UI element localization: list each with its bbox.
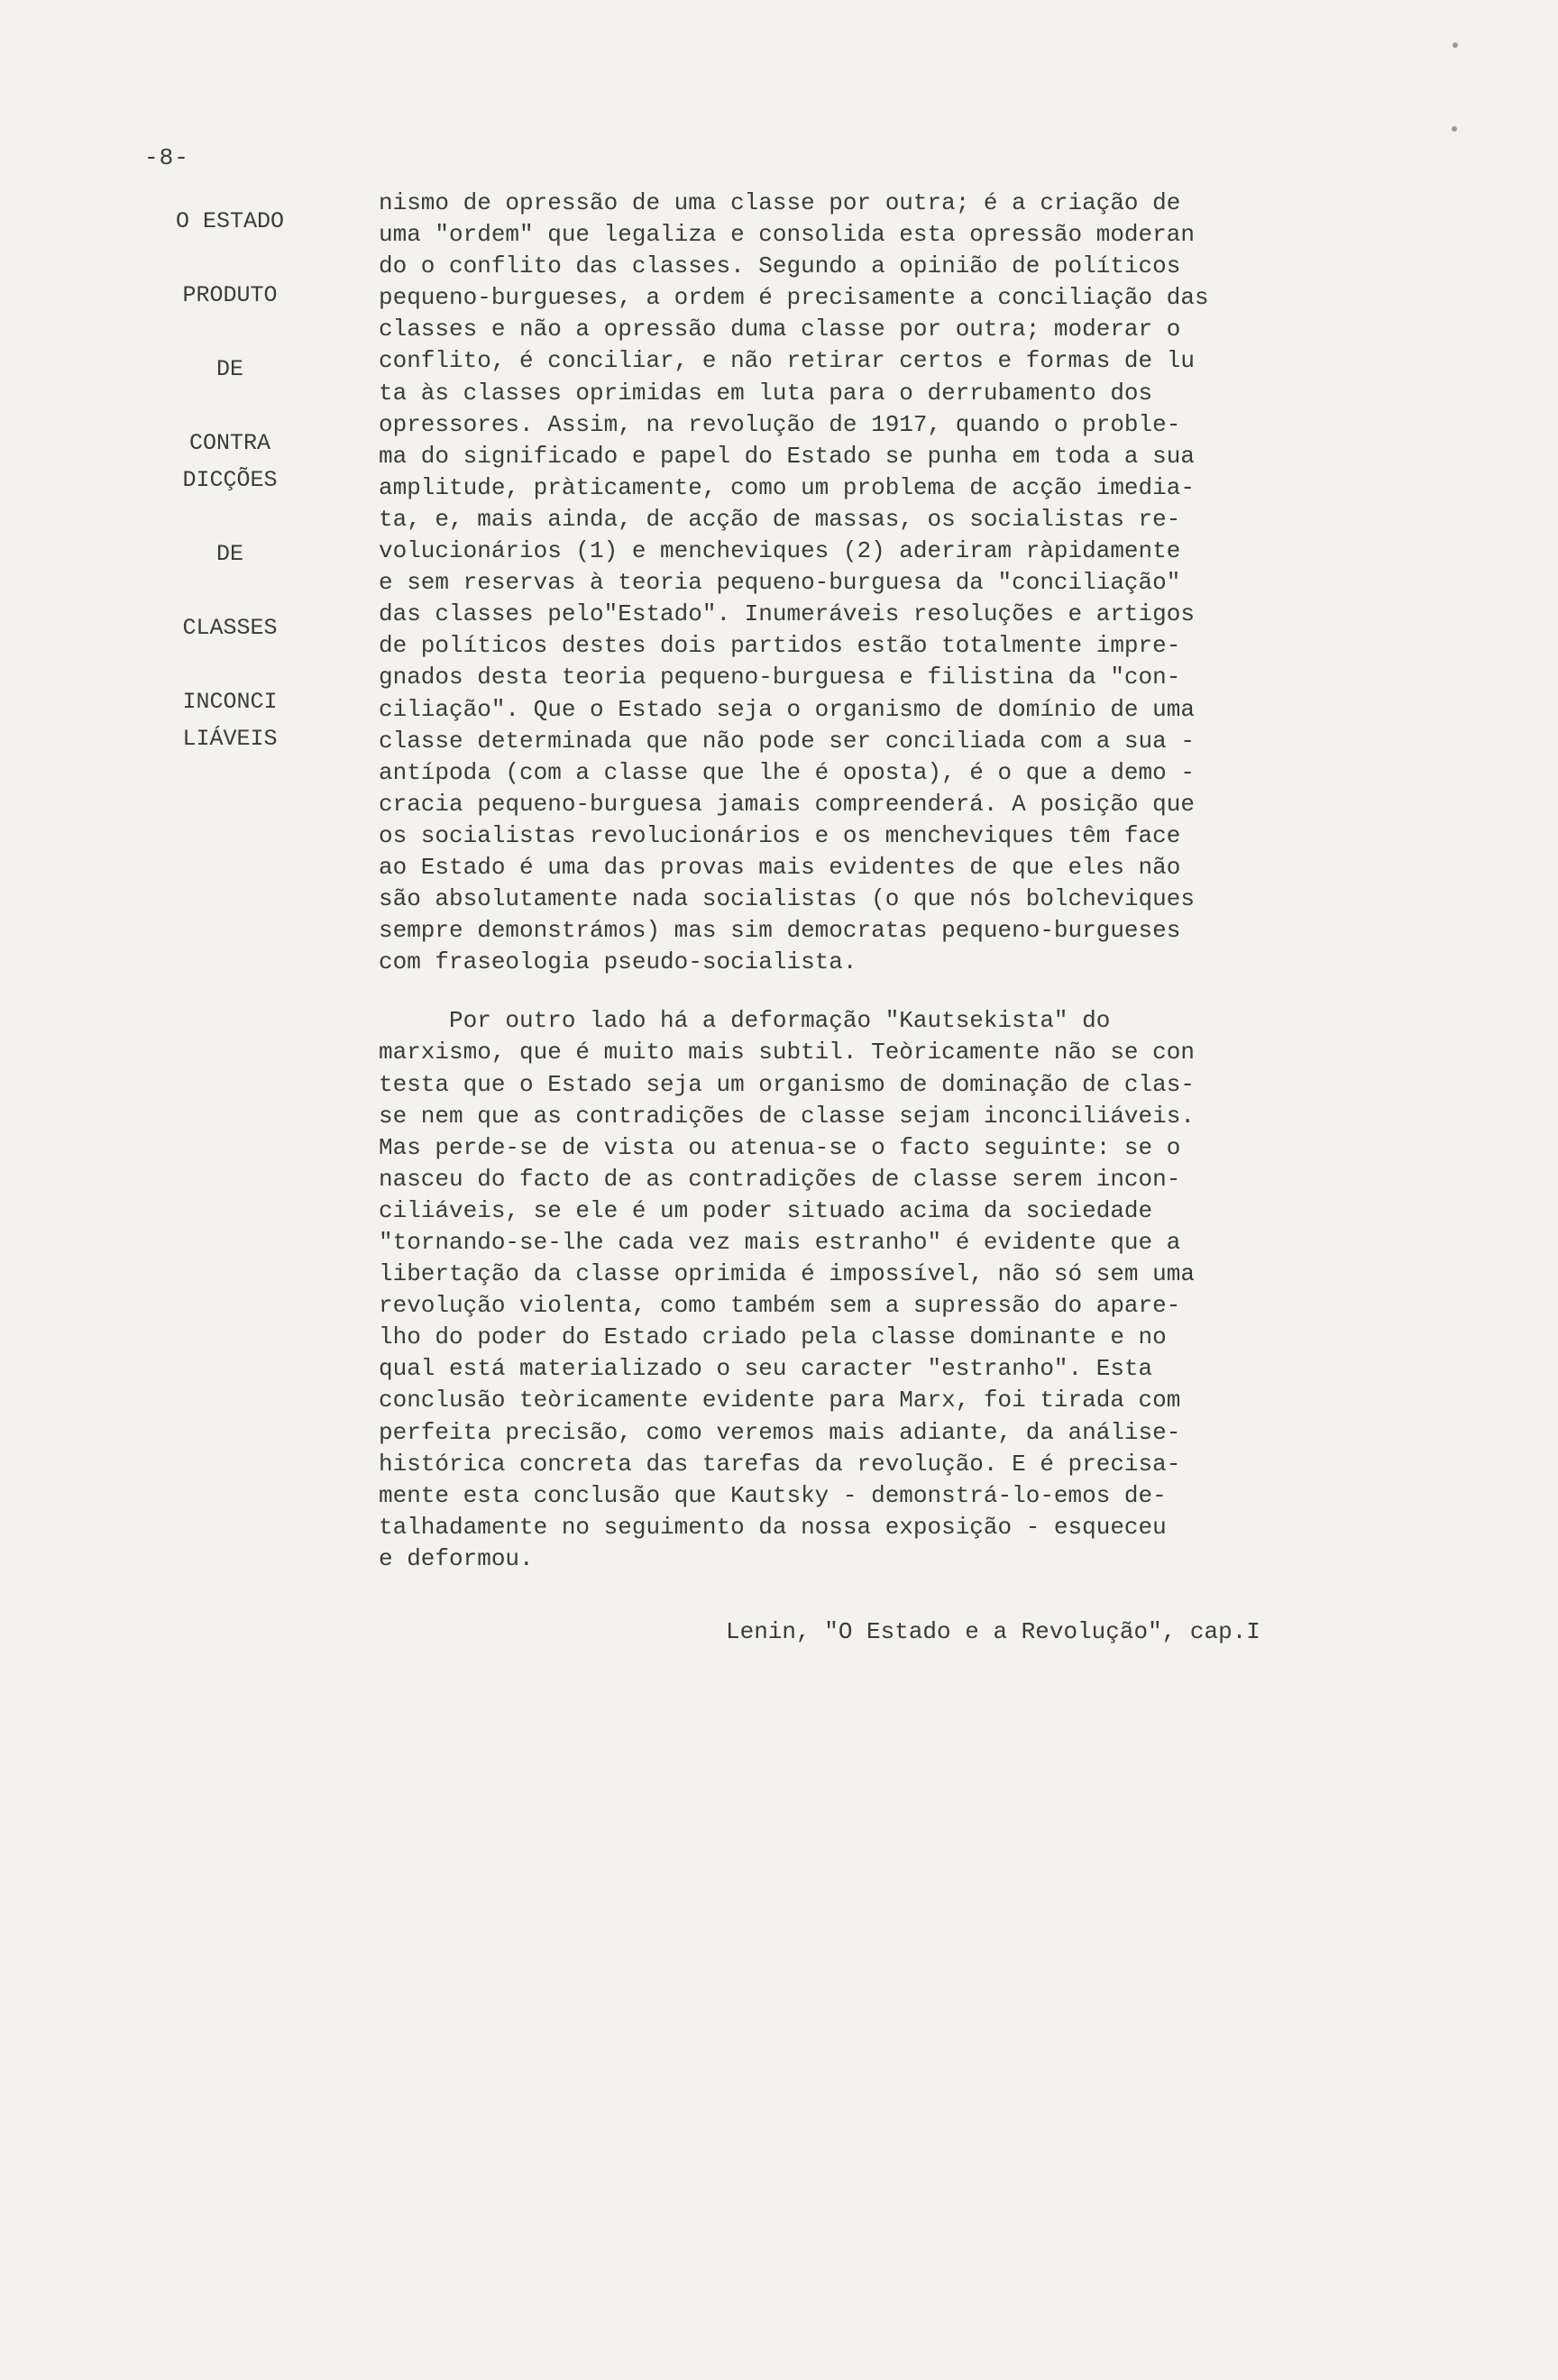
text-line: são absolutamente nada socialistas (o que nós bolcheviques [379, 885, 1195, 913]
text-line: pequeno-burgueses, a ordem é precisamente a conciliação das [379, 284, 1209, 312]
text-line: testa que o Estado seja um organismo de dominação de clas- [379, 1070, 1195, 1098]
heading-line: LIÁVEIS [182, 726, 278, 752]
text-line: Por outro lado há a deformação "Kautsekista" do [379, 1007, 1111, 1035]
text-line: lho do poder do Estado criado pela classe dominante e no [379, 1323, 1167, 1351]
text-line: libertação da classe oprimida é impossível, não só sem uma [379, 1260, 1195, 1288]
text-line: qual está materializado o seu caracter "estranho". Esta [379, 1355, 1153, 1383]
text-line: Mas perde-se de vista ou atenua-se o facto seguinte: se o [379, 1133, 1181, 1161]
paper-speck [1453, 42, 1458, 48]
text-line: histórica concreta das tarefas da revolução. E é precisa- [379, 1450, 1181, 1478]
heading-line: PRODUTO [182, 282, 278, 308]
text-line: os socialistas revolucionários e os mencheviques têm face [379, 821, 1181, 849]
text-line: gnados desta teoria pequeno-burguesa e filistina da "con- [379, 664, 1181, 691]
text-line: nasceu do facto de as contradições de classe serem incon- [379, 1165, 1181, 1193]
heading-line: O ESTADO [175, 208, 285, 234]
text-line: de políticos destes dois partidos estão totalmente impre- [379, 632, 1181, 660]
paper-speck [1452, 126, 1457, 132]
text-line: opressores. Assim, na revolução de 1917, quando o proble- [379, 410, 1181, 438]
heading-line: DICÇÕES [182, 467, 278, 493]
text-line: com fraseologia pseudo-socialista. [379, 948, 857, 976]
text-line: conflito, é conciliar, e não retirar certos e formas de lu [379, 347, 1195, 375]
text-line: nismo de opressão de uma classe por outra; é a criação de [379, 189, 1181, 216]
text-line: se nem que as contradições de classe sejam inconciliáveis. [379, 1102, 1195, 1130]
citation: Lenin, "O Estado e a Revolução", cap.I [726, 1618, 1260, 1645]
text-line: cracia pequeno-burguesa jamais compreenderá. A posição que [379, 790, 1195, 818]
text-line: talhadamente no seguimento da nossa exposição - esqueceu [379, 1513, 1167, 1541]
text-line: classes e não a opressão duma classe por outra; moderar o [379, 316, 1181, 343]
text-line: "tornando-se-lhe cada vez mais estranho" é evidente que a [379, 1229, 1181, 1256]
text-line: revolução violenta, como também sem a supressão do apare- [379, 1292, 1181, 1320]
page-number: -8- [144, 144, 189, 171]
heading-line: DE [215, 541, 243, 567]
heading-line: CLASSES [182, 615, 278, 641]
text-line: classe determinada que não pode ser conciliada com a sua - [379, 727, 1195, 755]
heading-line: INCONCI [182, 689, 278, 715]
heading-line: CONTRA [188, 430, 270, 456]
text-line: ao Estado é uma das provas mais evidentes de que eles não [379, 853, 1181, 881]
text-line: do o conflito das classes. Segundo a opinião de políticos [379, 252, 1181, 280]
text-line: ta, e, mais ainda, de acção de massas, os socialistas re- [379, 505, 1181, 533]
text-line: antípoda (com a classe que lhe é oposta), é o que a demo - [379, 758, 1195, 786]
margin-heading [144, 203, 316, 757]
paragraph-1 [379, 188, 1443, 978]
body-text [379, 188, 1443, 1575]
text-line: conclusão teòricamente evidente para Marx, foi tirada com [379, 1387, 1181, 1414]
text-line: sempre demonstrámos) mas sim democratas pequeno-burgueses [379, 917, 1181, 945]
text-line: ciliação". Que o Estado seja o organismo de domínio de uma [379, 695, 1195, 723]
text-line: ta às classes oprimidas em luta para o derrubamento dos [379, 379, 1153, 407]
text-line: volucionários (1) e mencheviques (2) aderiram ràpidamente [379, 537, 1181, 565]
text-line: ma do significado e papel do Estado se punha em toda a sua [379, 442, 1195, 470]
heading-line: DE [215, 356, 243, 382]
text-line: uma "ordem" que legaliza e consolida esta opressão moderan [379, 221, 1195, 249]
text-line: perfeita precisão, como veremos mais adiante, da análise- [379, 1418, 1181, 1446]
text-line: ciliáveis, se ele é um poder situado acima da sociedade [379, 1196, 1153, 1224]
text-line: marxismo, que é muito mais subtil. Teòricamente não se con [379, 1039, 1195, 1066]
text-line: das classes pelo"Estado". Inumeráveis resoluções e artigos [379, 600, 1195, 628]
text-line: amplitude, pràticamente, como um problema de acção imedia- [379, 473, 1195, 501]
text-line: e deformou. [379, 1544, 534, 1572]
paragraph-2 [379, 1005, 1443, 1575]
text-line: mente esta conclusão que Kautsky - demonstrá-lo-emos de- [379, 1481, 1167, 1509]
text-line: e sem reservas à teoria pequeno-burguesa da "conciliação" [379, 569, 1181, 597]
